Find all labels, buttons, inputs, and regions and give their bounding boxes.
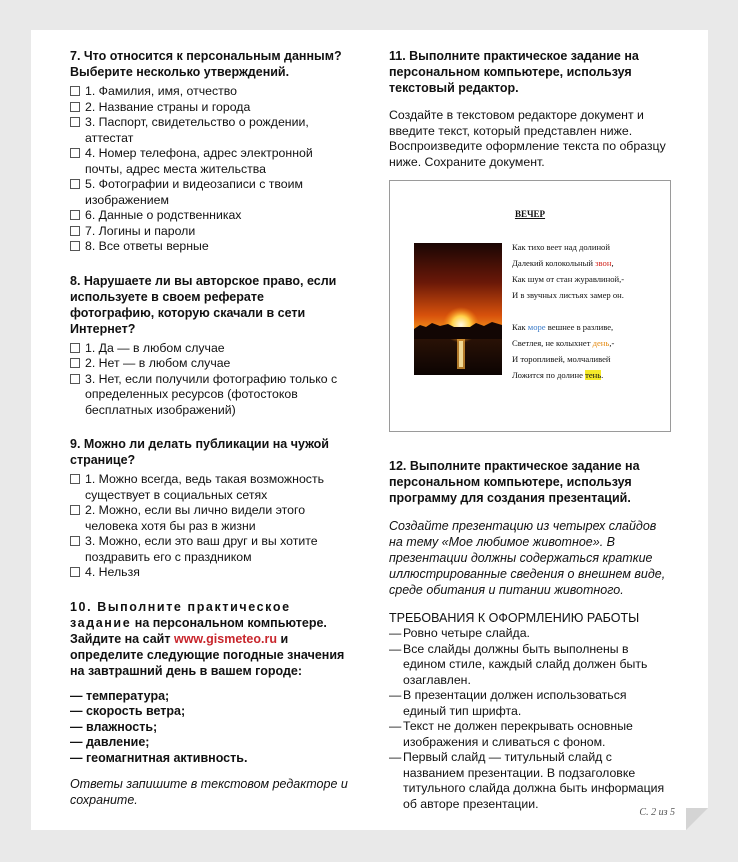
option-label: 2. Нет — в любом случае	[85, 356, 231, 370]
option-label: 4. Нельзя	[85, 565, 140, 579]
question-8	[70, 273, 350, 419]
checkbox[interactable]	[70, 241, 80, 251]
list-item: — влажность;	[70, 719, 158, 734]
gismeteo-link[interactable]: www.gismeteo.ru	[173, 631, 277, 646]
poem-line: Как шум от стан журавлиной,-	[512, 274, 625, 284]
checkbox[interactable]	[70, 567, 80, 577]
red-word: звон	[595, 258, 612, 268]
question-7-options	[70, 84, 350, 255]
requirement-item: — Текст не должен перекрывать основные изображения и сливаться с фоном.	[389, 719, 633, 749]
option-label: 8. Все ответы верные	[85, 239, 209, 253]
checkbox[interactable]	[70, 179, 80, 189]
checkbox[interactable]	[70, 148, 80, 158]
question-9-options	[70, 472, 350, 581]
checkbox[interactable]	[70, 117, 80, 127]
sunset-photo	[414, 243, 502, 375]
question-9-title: 9. Можно ли делать публикации на чужой странице?	[70, 437, 329, 467]
question-10-title	[70, 599, 350, 679]
answer-option[interactable]	[70, 472, 350, 503]
question-8-options	[70, 341, 350, 419]
question-7-title: 7. Что относится к персональным данным? Выберите несколько утверждений.	[70, 49, 342, 79]
poem-line: Ложится по долине тень.	[512, 370, 604, 380]
requirement-item: — В презентации должен использоваться единый тип шрифта.	[389, 688, 627, 718]
answer-option[interactable]	[70, 208, 350, 224]
checkbox[interactable]	[70, 505, 80, 515]
requirement-item: — Ровно четыре слайда.	[389, 626, 530, 640]
list-item: — скорость ветра;	[70, 704, 186, 718]
option-label: 2. Можно, если вы лично видели этого человека хотя бы раз в жизни	[85, 503, 306, 533]
checkbox[interactable]	[70, 374, 80, 384]
poem-line: Светлея, не колыхнет день,-	[512, 338, 615, 348]
right-column	[389, 48, 671, 812]
sample-title: ВЕЧЕР	[514, 209, 546, 219]
option-label: 5. Фотографии и видеозаписи с твоим изображением	[85, 177, 303, 207]
checkbox[interactable]	[70, 86, 80, 96]
poem-line: Далекий колокольный звон,	[512, 258, 614, 268]
requirement-item: — Все слайды должны быть выполнены в едином стиле, каждый слайд должен быть озаглавлен.	[389, 641, 648, 687]
question-10	[70, 599, 350, 809]
checkbox[interactable]	[70, 358, 80, 368]
answer-option[interactable]	[70, 565, 350, 581]
question-7	[70, 48, 350, 255]
answer-option[interactable]	[70, 84, 350, 100]
answer-option[interactable]	[70, 503, 350, 534]
answer-option[interactable]	[70, 341, 350, 357]
answer-option[interactable]	[70, 372, 350, 419]
question-9	[70, 436, 350, 581]
requirements-heading: ТРЕБОВАНИЯ К ОФОРМЛЕНИЮ РАБОТЫ	[389, 611, 640, 625]
requirement-item: — Первый слайд — титульный слайд с названием презентации. В подзаголовке титульного слайда должна быть информация об авторе презентации.	[389, 750, 665, 811]
poem-line: И в звучных листьях замер он.	[512, 290, 624, 300]
answer-option[interactable]	[70, 239, 350, 255]
option-label: 2. Название страны и города	[85, 99, 251, 114]
checkbox[interactable]	[70, 536, 80, 546]
page-number: С. 2 из 5	[639, 807, 675, 818]
question-12-task: Создайте презентацию из четырех слайдов на тему «Мое любимое животное». В презентации должны содержаться краткие иллюстрированные сведения о внешнем виде, среде обитания и питании животного.	[389, 519, 666, 597]
page-corner-fold	[686, 808, 708, 830]
question-8-title: 8. Нарушаете ли вы авторское право, если используете в своем реферате фотографию, которую скачали в сети Интернет?	[70, 273, 337, 336]
poem-line: И торопливей, молчаливей	[512, 354, 611, 364]
question-10-note: Ответы запишите в текстовом редакторе и сохраните.	[70, 777, 348, 807]
answer-option[interactable]	[70, 534, 350, 565]
left-column	[70, 48, 350, 808]
question-11	[389, 48, 671, 432]
list-item: — температура;	[70, 688, 170, 703]
question-11-title: 11. Выполните практическое задание на персональном компьютере, используя текстовый редактор.	[389, 49, 639, 95]
option-label: 3. Нет, если получили фотографию только с определенных ресурсов (фотостоков бесплатных изображений)	[85, 371, 338, 417]
poem-line: Как море вешнее в разливе,	[512, 322, 614, 332]
orange-word: день	[592, 338, 610, 348]
question-10-title-end: и определите следующие погодные значения на завтрашний день в вашем городе:	[70, 631, 345, 678]
question-12	[389, 458, 671, 812]
answer-option[interactable]	[70, 146, 350, 177]
list-item: — геомагнитная активность.	[70, 750, 248, 765]
answer-option[interactable]	[70, 115, 350, 146]
highlighted-word: тень	[585, 370, 602, 380]
checkbox[interactable]	[70, 474, 80, 484]
checkbox[interactable]	[70, 343, 80, 353]
question-12-title: 12. Выполните практическое задание на персональном компьютере, используя программу для создания презентаций.	[389, 459, 640, 505]
poem-line: Как тихо веет над долиной	[512, 242, 610, 252]
option-label: 4. Номер телефона, адрес электронной почты, адрес места жительства	[85, 146, 313, 176]
blue-word: море	[527, 322, 546, 332]
formatting-sample	[389, 180, 671, 432]
checkbox[interactable]	[70, 102, 80, 112]
option-label: 3. Можно, если это ваш друг и вы хотите поздравить его с праздником	[85, 534, 318, 564]
question-11-text: Создайте в текстовом редакторе документ и введите текст, который представлен ниже. Воспроизведите оформление текста по образцу ниже. Сохраните документ.	[389, 108, 666, 169]
answer-option[interactable]	[70, 177, 350, 208]
option-label: 1. Можно всегда, ведь такая возможность существует в социальных сетях	[85, 472, 324, 502]
question-10-title-lead: 10. Выполните практическое задание	[70, 599, 291, 630]
option-label: 7. Логины и пароли	[85, 223, 196, 238]
option-label: 1. Да — в любом случае	[85, 340, 225, 355]
option-label: 1. Фамилия, имя, отчество	[85, 84, 237, 98]
question-10-title-middle: на персональном компьютере. Зайдите на сайт	[70, 615, 327, 646]
list-item: — давление;	[70, 735, 150, 749]
worksheet-page	[31, 30, 708, 830]
answer-option[interactable]	[70, 356, 350, 372]
requirements-list	[389, 626, 671, 812]
checkbox[interactable]	[70, 226, 80, 236]
sample-poem	[512, 239, 672, 383]
option-label: 3. Паспорт, свидетельство о рождении, аттестат	[85, 115, 309, 145]
option-label: 6. Данные о родственниках	[85, 208, 242, 222]
checkbox[interactable]	[70, 210, 80, 220]
weather-values-list	[70, 689, 350, 767]
answer-option[interactable]	[70, 224, 350, 240]
answer-option[interactable]	[70, 100, 350, 116]
